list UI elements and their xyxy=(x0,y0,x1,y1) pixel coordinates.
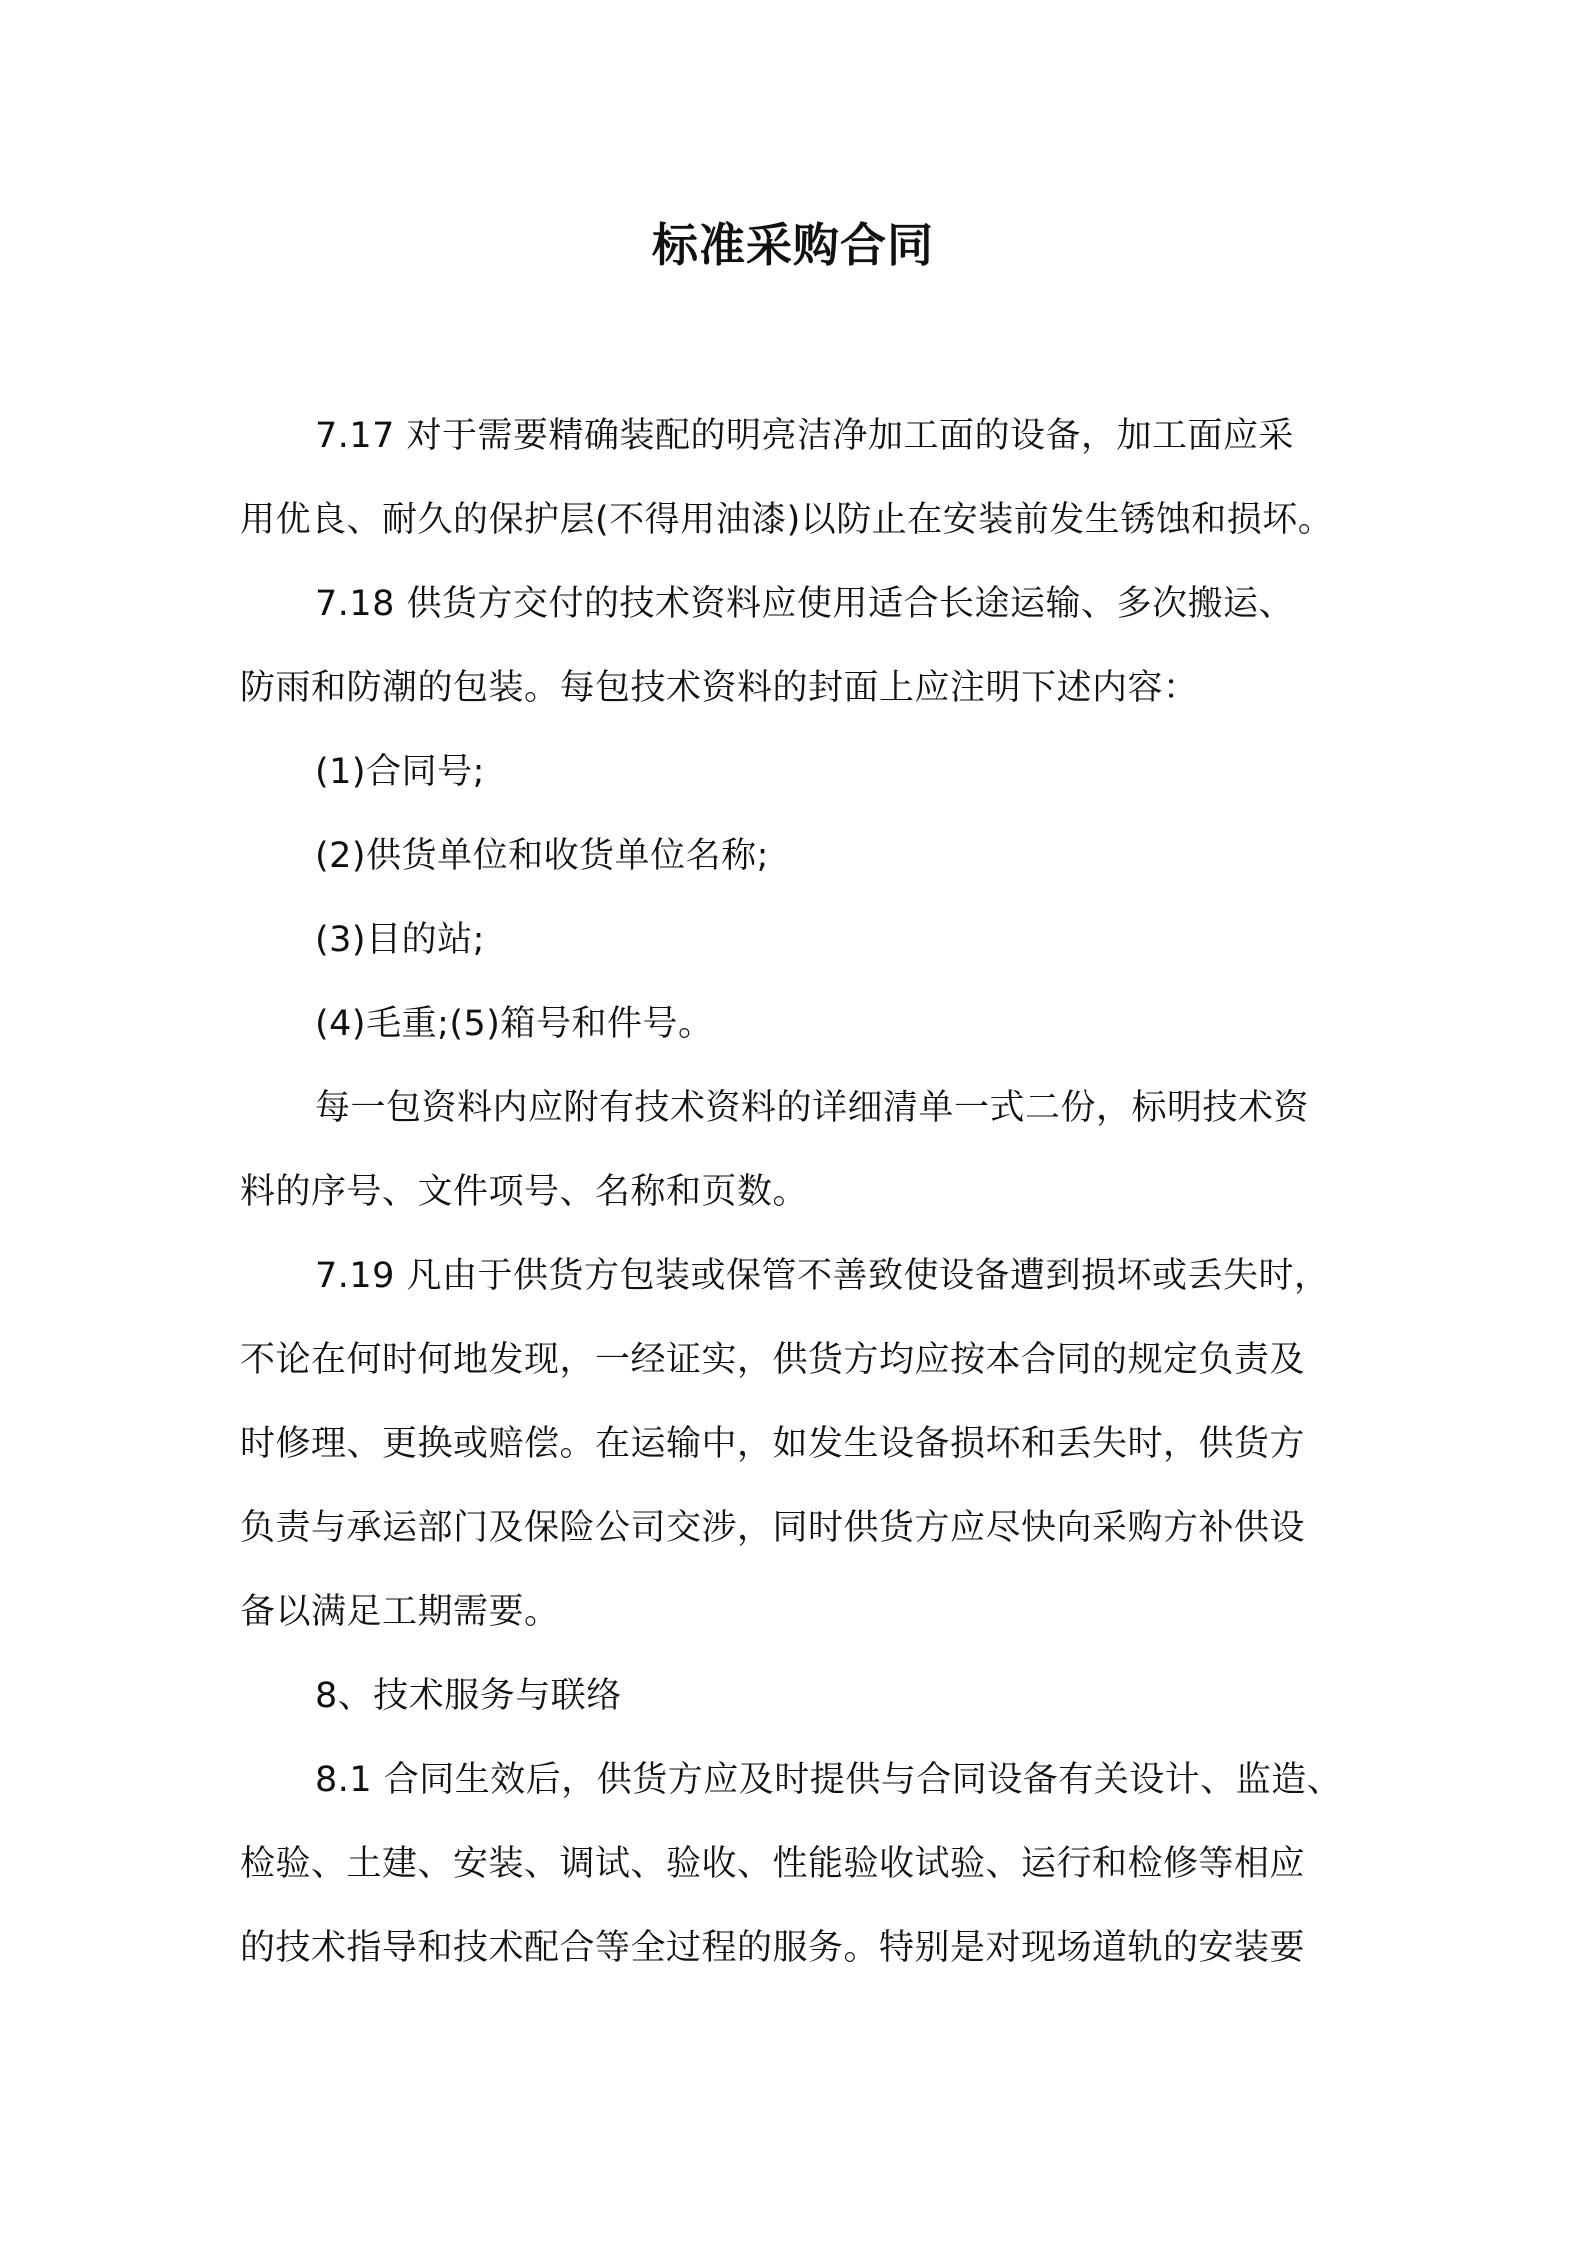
paragraph-line: 用优良、耐久的保护层(不得用油漆)以防止在安装前发生锈蚀和损坏。 xyxy=(240,500,1334,540)
list-item: (3)目的站; xyxy=(315,920,485,960)
paragraph-line: 7.19 凡由于供货方包装或保管不善致使设备遭到损坏或丢失时， xyxy=(315,1256,1330,1296)
paragraph-line: 8.1 合同生效后，供货方应及时提供与合同设备有关设计、监造、 xyxy=(315,1760,1343,1800)
paragraph-line: 7.18 供货方交付的技术资料应使用适合长途运输、多次搬运、 xyxy=(315,584,1295,624)
paragraph-line: 防雨和防潮的包装。每包技术资料的封面上应注明下述内容： xyxy=(240,668,1199,708)
paragraph-line: 不论在何时何地发现，一经证实，供货方均应按本合同的规定负责及 xyxy=(240,1340,1306,1380)
document-title: 标准采购合同 xyxy=(652,218,934,272)
section-heading: 8、技术服务与联络 xyxy=(315,1676,622,1716)
paragraph-line: 检验、土建、安装、调试、验收、性能验收试验、运行和检修等相应 xyxy=(240,1844,1306,1884)
paragraph-line: 备以满足工期需要。 xyxy=(240,1592,560,1632)
paragraph-line: 的技术指导和技术配合等全过程的服务。特别是对现场道轨的安装要 xyxy=(240,1928,1306,1968)
list-item: (2)供货单位和收货单位名称; xyxy=(315,836,769,876)
paragraph-line: 每一包资料内应附有技术资料的详细清单一式二份，标明技术资 xyxy=(315,1088,1310,1128)
paragraph-line: 7.17 对于需要精确装配的明亮洁净加工面的设备，加工面应采 xyxy=(315,416,1295,456)
paragraph-line: 时修理、更换或赔偿。在运输中，如发生设备损坏和丢失时，供货方 xyxy=(240,1424,1306,1464)
paragraph-line: 负责与承运部门及保险公司交涉，同时供货方应尽快向采购方补供设 xyxy=(240,1508,1306,1548)
list-item: (4)毛重;(5)箱号和件号。 xyxy=(315,1004,714,1044)
paragraph-line: 料的序号、文件项号、名称和页数。 xyxy=(240,1172,809,1212)
list-item: (1)合同号; xyxy=(315,752,485,792)
